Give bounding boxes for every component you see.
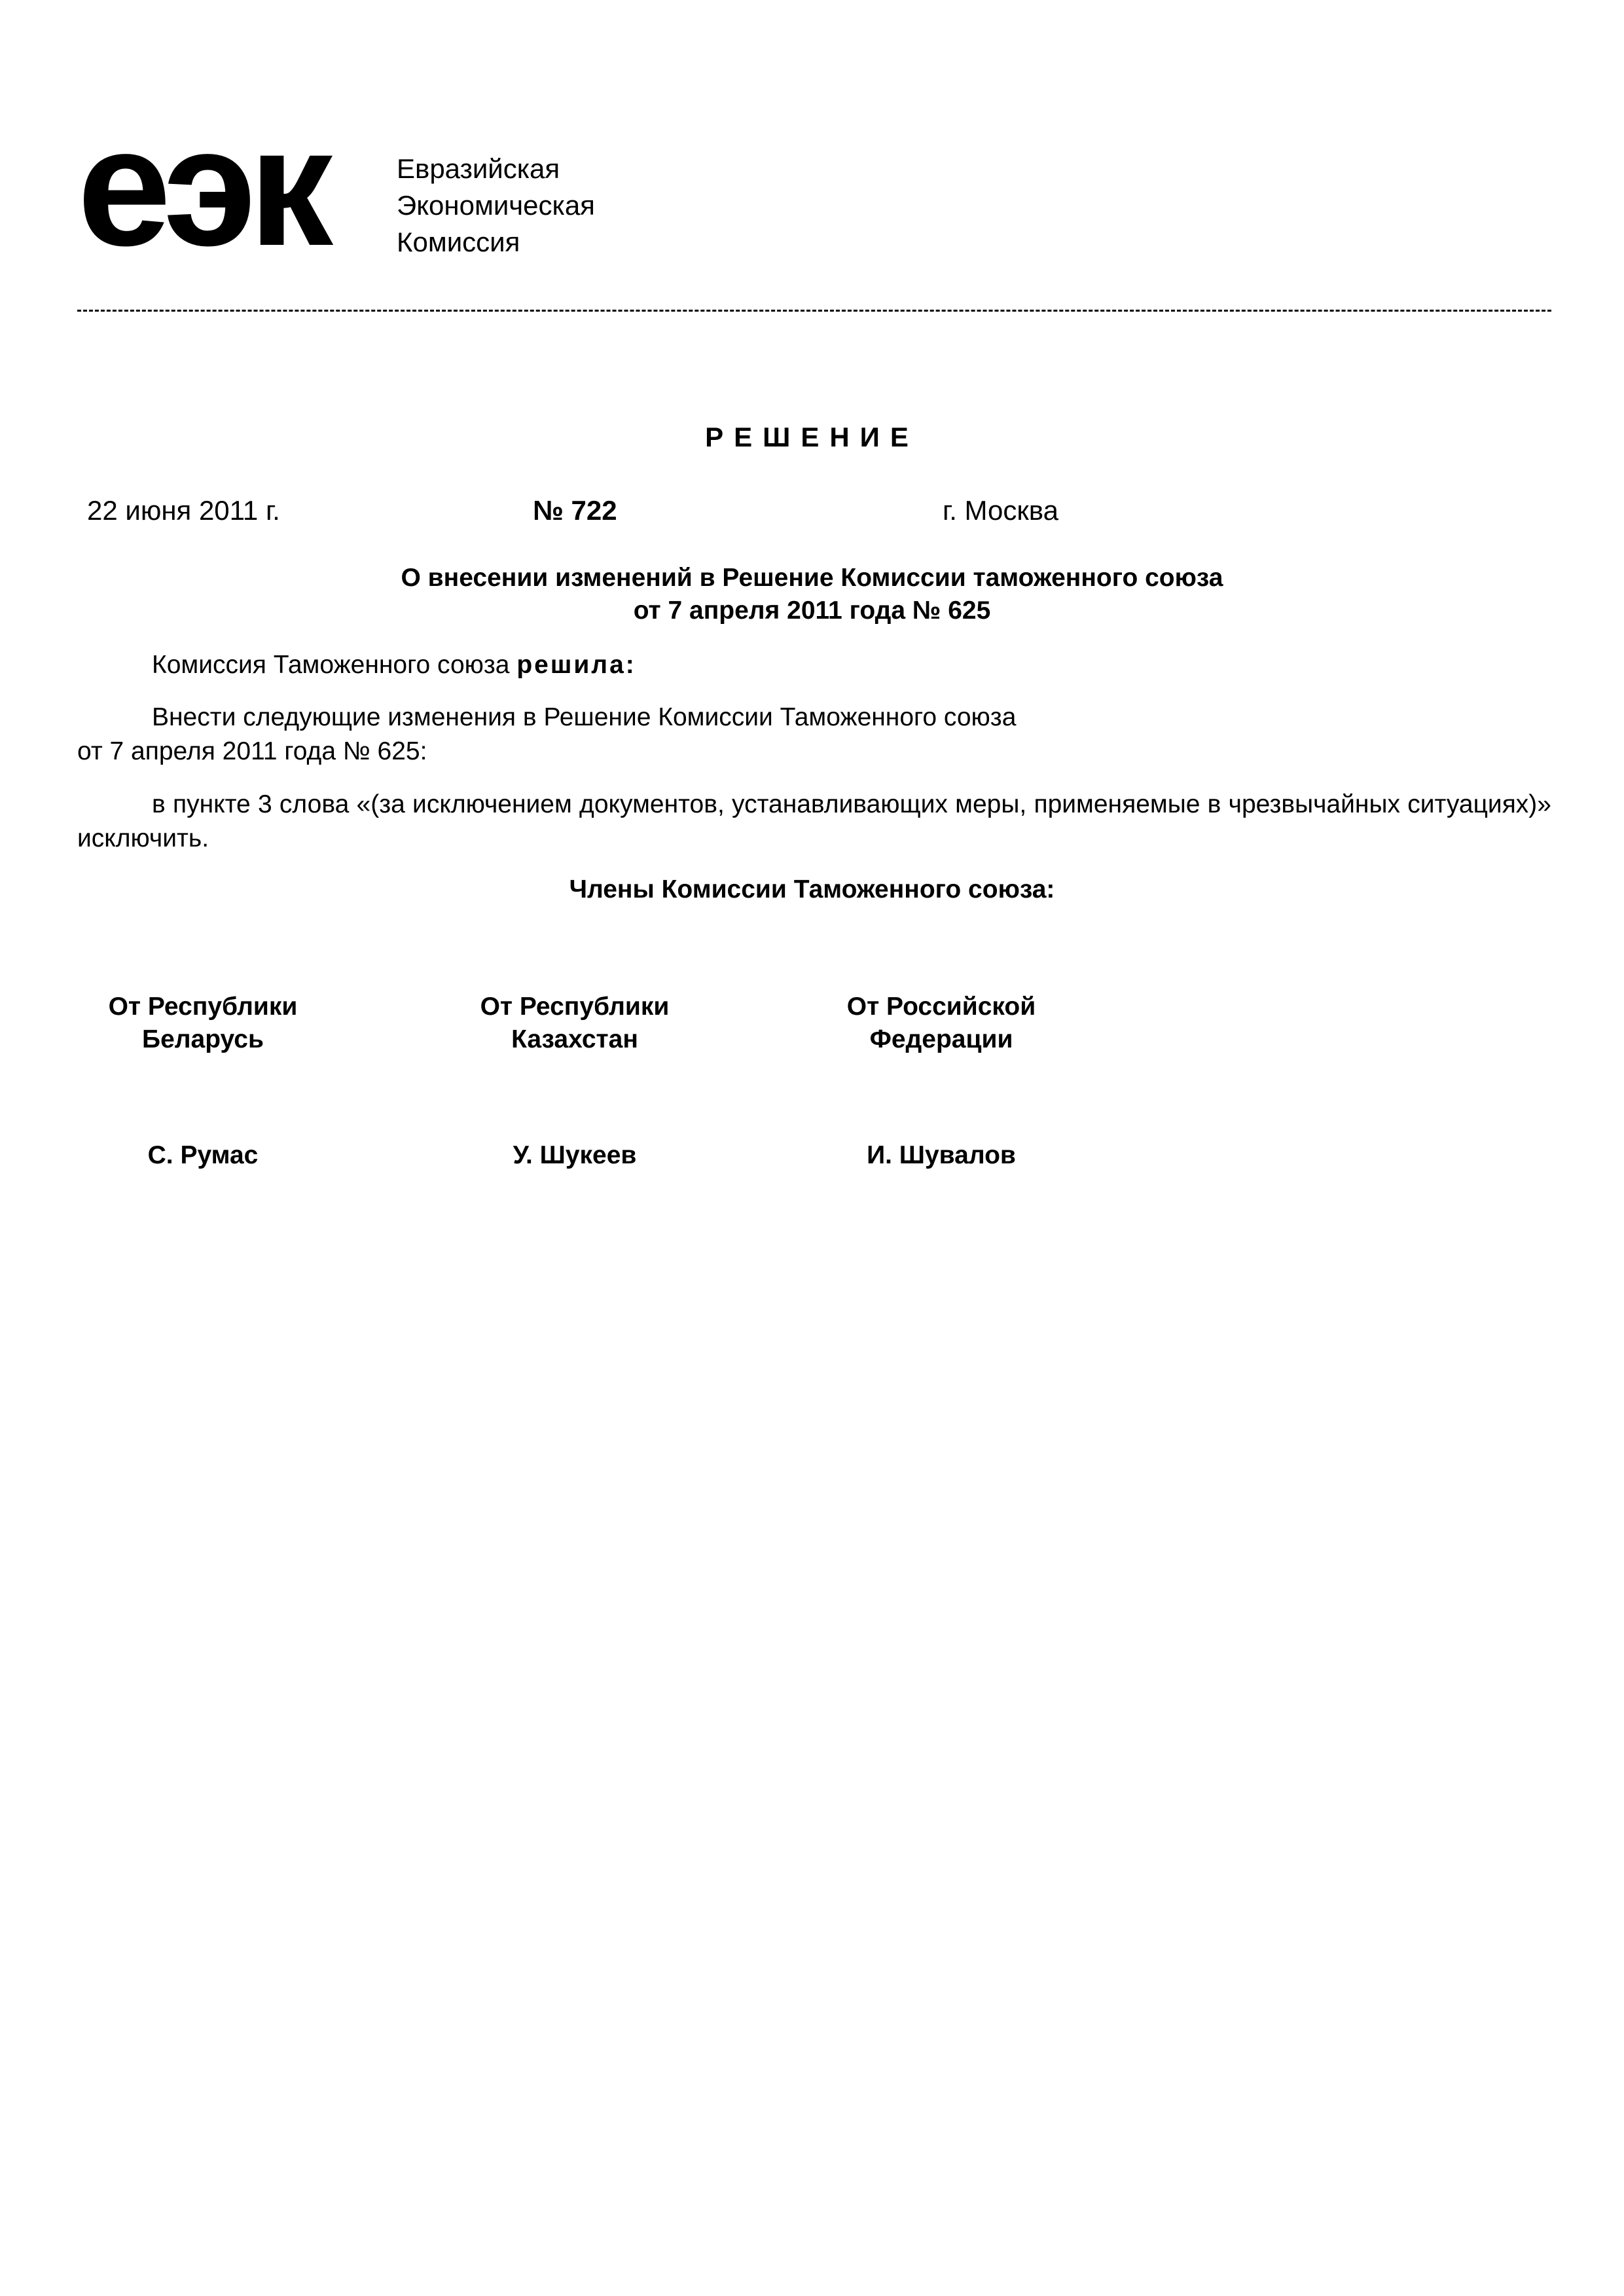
amendment-clause: в пункте 3 слова «(за исключением документов, устанавливающих меры, применяемые в чрезвычайных ситуациях)» исключить. bbox=[77, 790, 1551, 852]
signatory-name-kazakhstan: У. Шукеев bbox=[513, 1141, 637, 1169]
logo-text-line-2: Экономическая bbox=[397, 190, 595, 221]
country-line: От Республики bbox=[480, 993, 670, 1021]
amendment-line-2: от 7 апреля 2011 года № 625: bbox=[77, 737, 427, 765]
document-number: № 722 bbox=[533, 495, 617, 526]
country-line: Федерации bbox=[869, 1025, 1013, 1053]
header-divider bbox=[77, 310, 1551, 312]
decision-paragraph bbox=[152, 648, 636, 682]
document-date: 22 июня 2011 г. bbox=[87, 495, 280, 526]
signatory-country-russia bbox=[810, 991, 1072, 1056]
country-line: Казахстан bbox=[511, 1025, 638, 1053]
country-line: От Российской bbox=[846, 993, 1036, 1021]
logo-text-line-1: Евразийская bbox=[397, 153, 560, 184]
subject-line-2: от 7 апреля 2011 года № 625 bbox=[633, 596, 991, 625]
country-line: Беларусь bbox=[142, 1025, 264, 1053]
decision-emphasis: решила: bbox=[516, 651, 636, 679]
document-subject bbox=[0, 562, 1624, 627]
country-line: От Республики bbox=[108, 993, 298, 1021]
document-city: г. Москва bbox=[943, 495, 1058, 526]
logo-mark: еэк bbox=[77, 92, 326, 281]
signatory-country-belarus bbox=[72, 991, 334, 1056]
logo-text bbox=[397, 151, 595, 261]
signatory-name-russia: И. Шувалов bbox=[867, 1141, 1016, 1169]
amendment-line-1: Внести следующие изменения в Решение Комиссии Таможенного союза bbox=[152, 703, 1017, 731]
subject-line-1: О внесении изменений в Решение Комиссии таможенного союза bbox=[401, 564, 1223, 592]
decision-prefix: Комиссия Таможенного союза bbox=[152, 651, 510, 679]
signatory-country-kazakhstan bbox=[444, 991, 706, 1056]
signatory-name-belarus: С. Румас bbox=[147, 1141, 259, 1169]
members-heading: Члены Комиссии Таможенного союза: bbox=[569, 875, 1055, 903]
logo-text-line-3: Комиссия bbox=[397, 227, 520, 257]
document-title: РЕШЕНИЕ bbox=[705, 422, 919, 452]
